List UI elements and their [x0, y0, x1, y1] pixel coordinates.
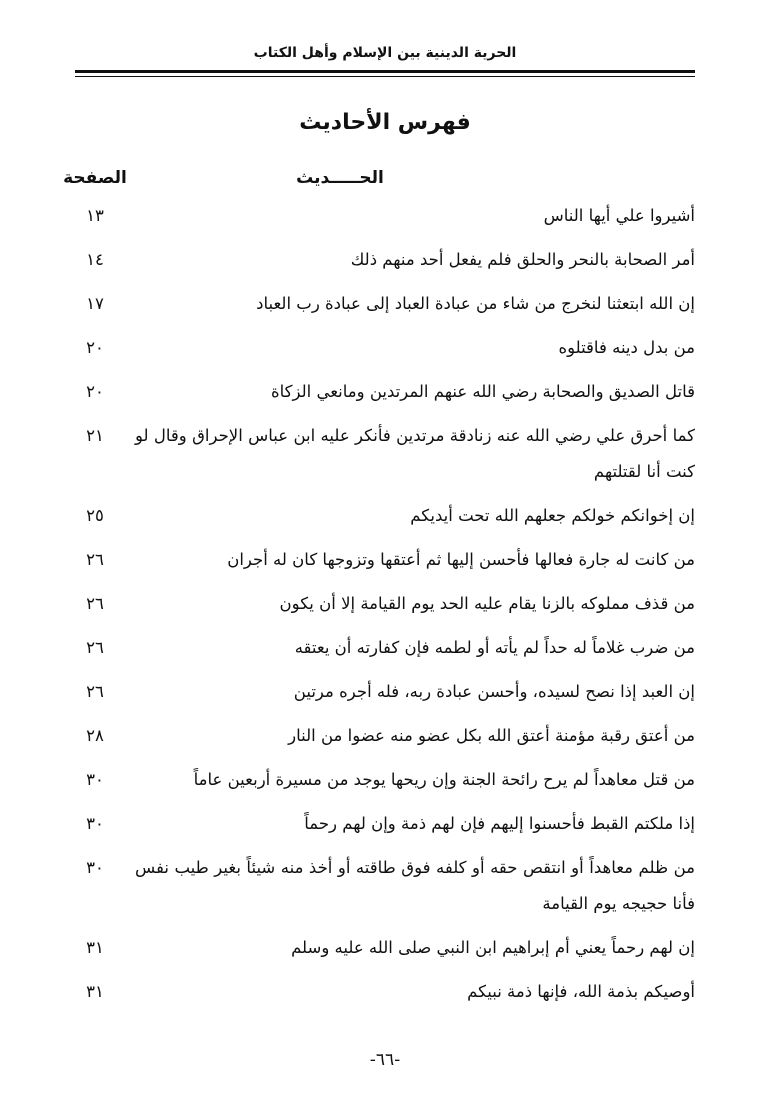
index-entry	[55, 974, 695, 1010]
entry-page-number: ٢٦	[86, 594, 104, 613]
entry-text: من بدل دينه فاقتلوه	[558, 338, 695, 357]
entry-text: إن الله ابتعثنا لنخرج من شاء من عبادة العباد إلى عبادة رب العباد	[256, 294, 695, 313]
entry-page-number: ٢٨	[86, 726, 104, 745]
index-entry	[55, 762, 695, 798]
index-entry	[55, 374, 695, 410]
entry-page-number: ٢٠	[86, 382, 104, 401]
index-entry	[55, 242, 695, 278]
entry-page-number: ٣٠	[86, 814, 104, 833]
running-header: الحرية الدينية بين الإسلام وأهل الكتاب	[253, 45, 517, 61]
index-entry	[55, 330, 695, 366]
entry-text: كما أحرق علي رضي الله عنه زنادقة مرتدين فأنكر عليه ابن عباس الإحراق وقال لو كنت أنا لقتلتهم	[135, 426, 695, 481]
page-title: فهرس الأحاديث	[299, 110, 471, 135]
entry-page-number: ٢٠	[86, 338, 104, 357]
index-entry	[55, 850, 695, 922]
entry-page-number: ٣١	[86, 982, 104, 1001]
column-header-page: الصفحة	[63, 168, 127, 188]
index-entry	[55, 806, 695, 842]
entry-text: من أعتق رقبة مؤمنة أعتق الله بكل عضو منه عضوا من النار	[288, 726, 695, 745]
entry-text: إن إخوانكم خولكم جعلهم الله تحت أيديكم	[410, 506, 695, 525]
entry-page-number: ٢٥	[86, 506, 104, 525]
index-entry	[55, 498, 695, 534]
page-number: -٦٦-	[369, 1050, 401, 1070]
entry-text: أوصيكم بذمة الله، فإنها ذمة نبيكم	[467, 982, 695, 1001]
entry-text: أشيروا علي أيها الناس	[543, 206, 695, 225]
index-entry	[55, 718, 695, 754]
entry-text: إذا ملكتم القبط فأحسنوا إليهم فإن لهم ذمة وإن لهم رحماً	[304, 814, 695, 833]
index-entry	[55, 198, 695, 234]
entry-page-number: ٢٦	[86, 682, 104, 701]
index-entry	[55, 542, 695, 578]
entry-text: أمر الصحابة بالنحر والحلق فلم يفعل أحد منهم ذلك	[350, 250, 695, 269]
entry-text: إن العبد إذا نصح لسيده، وأحسن عبادة ربه، فله أجره مرتين	[293, 682, 695, 701]
entry-text: من ضرب غلاماً له حداً لم يأته أو لطمه فإن كفارته أن يعتقه	[294, 638, 695, 657]
entry-page-number: ٣١	[86, 938, 104, 957]
index-entry	[55, 930, 695, 966]
entry-page-number: ٢١	[86, 426, 104, 445]
entry-page-number: ١٤	[86, 250, 104, 269]
entry-text: من كانت له جارة فعالها فأحسن إليها ثم أعتقها وتزوجها كان له أجران	[227, 550, 695, 569]
hadith-index-list	[55, 198, 695, 1018]
index-entry	[55, 674, 695, 710]
index-entry	[55, 418, 695, 490]
entry-text: من قذف مملوكه بالزنا يقام عليه الحد يوم القيامة إلا أن يكون	[279, 594, 695, 613]
entry-page-number: ١٧	[86, 294, 104, 313]
header-rule-thick	[75, 70, 695, 73]
entry-page-number: ٢٦	[86, 638, 104, 657]
entry-text: من قتل معاهداً لم يرح رائحة الجنة وإن ريحها يوجد من مسيرة أربعين عاماً	[193, 770, 695, 789]
entry-text: إن لهم رحماً يعني أم إبراهيم ابن النبي صلى الله عليه وسلم	[291, 938, 695, 957]
index-entry	[55, 286, 695, 322]
index-entry	[55, 586, 695, 622]
entry-text: قاتل الصديق والصحابة رضي الله عنهم المرتدين ومانعي الزكاة	[270, 382, 695, 401]
entry-page-number: ٣٠	[86, 770, 104, 789]
header-rule-thin	[75, 76, 695, 77]
entry-page-number: ٣٠	[86, 858, 104, 877]
entry-text: من ظلم معاهداً أو انتقص حقه أو كلفه فوق طاقته أو أخذ منه شيئاً بغير طيب نفس فأنا حجيجه يوم القيامة	[135, 858, 695, 913]
column-header-hadith: الحـــــديث	[296, 168, 384, 188]
entry-page-number: ٢٦	[86, 550, 104, 569]
index-entry	[55, 630, 695, 666]
entry-page-number: ١٣	[86, 206, 104, 225]
